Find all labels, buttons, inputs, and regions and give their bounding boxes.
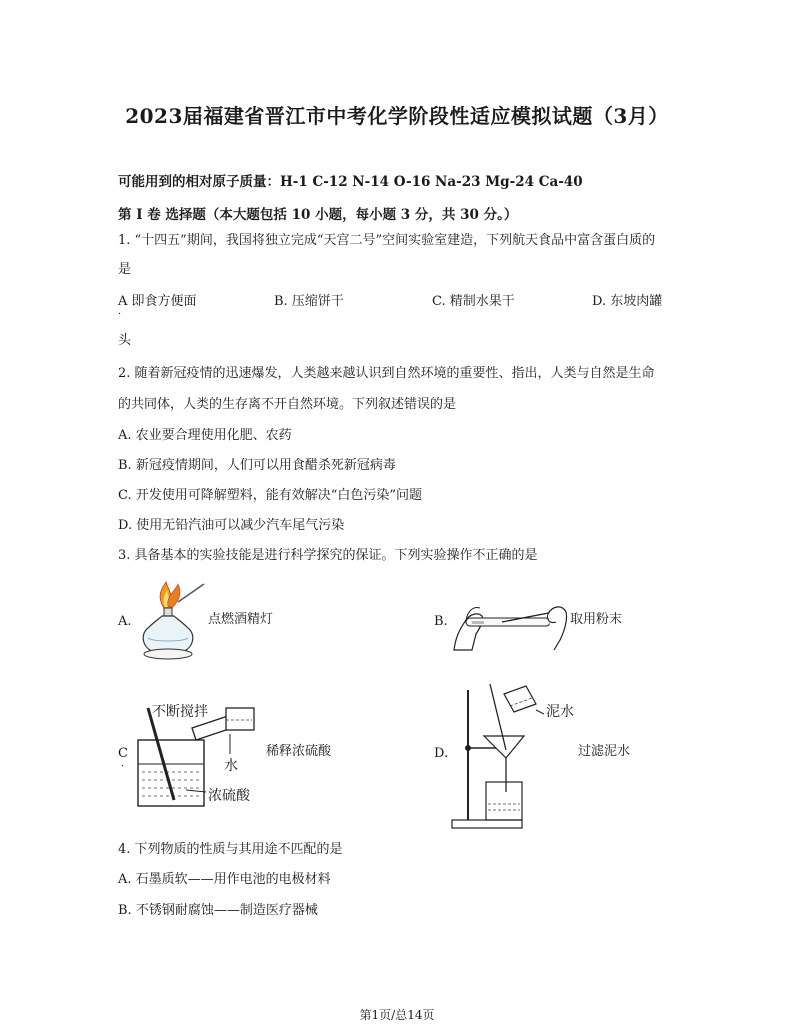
page-footer: 第1页/总14页 bbox=[359, 1008, 435, 1022]
q3-option-c-text: 稀释浓硫酸 bbox=[266, 744, 332, 759]
q1-stem-line1: 1. “十四五”期间，我国将独立完成“天宫二号”空间实验室建造，下列航天食品中富含蛋白质的 bbox=[118, 233, 656, 248]
q2-option-d: D. 使用无铅汽油可以减少汽车尾气污染 bbox=[118, 518, 345, 533]
section-heading: 第 I 卷 选择题（本大题包括 10 小题，每小题 3 分，共 30 分。） bbox=[118, 207, 518, 223]
alcohol-lamp-image bbox=[134, 580, 206, 662]
q4-stem: 4. 下列物质的性质与其用途不匹配的是 bbox=[118, 842, 343, 857]
q3-option-d-label: D. bbox=[434, 746, 449, 761]
q2-option-a: A. 农业要合理使用化肥、农药 bbox=[118, 428, 292, 443]
q1-option-a-dot: ． bbox=[118, 306, 128, 317]
q3-stem: 3. 具备基本的实验技能是进行科学探究的保证。下列实验操作不正确的是 bbox=[118, 548, 538, 563]
q3-option-c-dot: ． bbox=[121, 759, 131, 769]
q3-option-d-text: 过滤泥水 bbox=[578, 744, 631, 759]
q1-option-a: A 即食方便面 bbox=[118, 294, 197, 309]
q2-option-c: C. 开发使用可降解塑料，能有效解决“白色污染”问题 bbox=[118, 488, 423, 503]
q3-option-b-text: 取用粉末 bbox=[570, 612, 623, 627]
powder-tube-image bbox=[452, 584, 570, 652]
q1-option-c: C. 精制水果干 bbox=[432, 294, 515, 309]
fig-label-stir: 不断搅拌 bbox=[152, 704, 208, 720]
q3-option-b-label: B. bbox=[434, 614, 448, 629]
q3-option-c-label: C bbox=[118, 746, 128, 761]
q3-option-a-text: 点燃酒精灯 bbox=[208, 612, 274, 627]
q4-option-a: A. 石墨质软——用作电池的电极材料 bbox=[118, 872, 331, 887]
q2-option-b: B. 新冠疫情期间，人们可以用食醋杀死新冠病毒 bbox=[118, 458, 396, 473]
fig-label-acid: 浓硫酸 bbox=[208, 788, 250, 804]
fig-label-water: 水 bbox=[224, 758, 238, 774]
q1-option-d-continued: 头 bbox=[118, 333, 132, 348]
q1-option-d: D. 东坡肉罐 bbox=[592, 294, 663, 309]
q1-option-b: B. 压缩饼干 bbox=[274, 294, 344, 309]
page-title: 2023届福建省晋江市中考化学阶段性适应模拟试题（3月） bbox=[125, 104, 669, 128]
atomic-masses: 可能用到的相对原子质量：H-1 C-12 N-14 O-16 Na-23 Mg-24 Ca-40 bbox=[118, 174, 583, 190]
fig-label-mud: 泥水 bbox=[546, 704, 574, 720]
filtration-image bbox=[448, 680, 548, 830]
q1-stem-line2: 是 bbox=[118, 262, 132, 277]
q3-option-a-label: A. bbox=[118, 614, 132, 629]
q2-stem-line2: 的共同体，人类的生存离不开自然环境。下列叙述错误的是 bbox=[118, 397, 457, 412]
q2-stem-line1: 2. 随着新冠疫情的迅速爆发，人类越来越认识到自然环境的重要性、指出，人类与自然是生命 bbox=[118, 366, 655, 381]
q4-option-b: B. 不锈钢耐腐蚀——制造医疗器械 bbox=[118, 903, 318, 918]
